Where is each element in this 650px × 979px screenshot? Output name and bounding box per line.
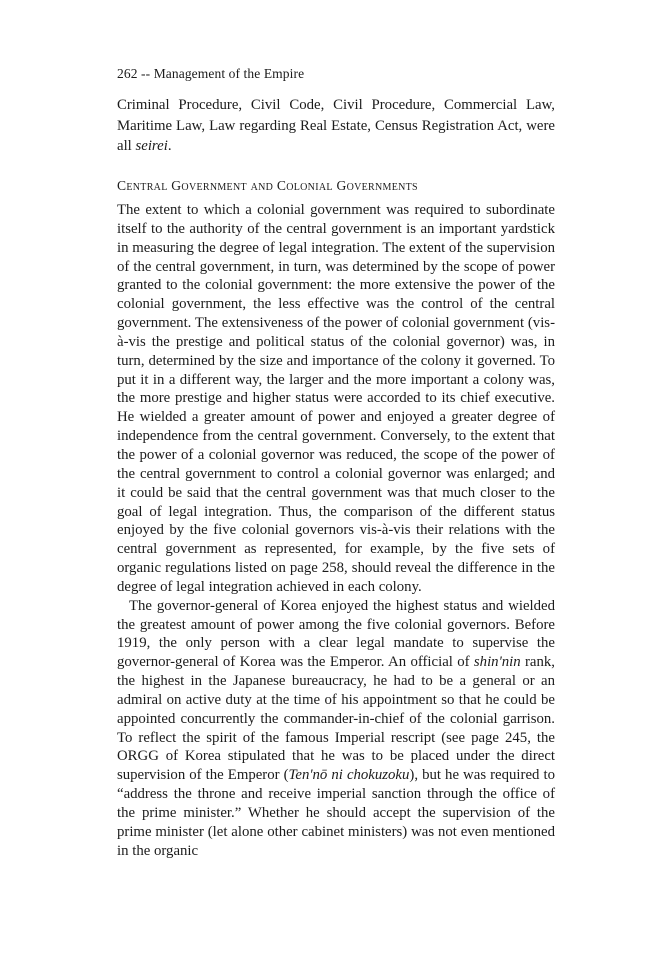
body-text (117, 201, 555, 861)
term-tenno-ni-chokuzoku: Ten'nō ni chokuzoku (288, 767, 410, 784)
intro-text-2: . (167, 138, 172, 154)
intro-text-1: Criminal Procedure, Civil Code, Civil Procedure, Commercial Law, Maritime Law, Law regarding Real Estate, Census Registration Act, were all (117, 97, 555, 154)
running-head: 262 -- Management of the Empire (117, 66, 305, 81)
paragraph-text: rank, the highest in the Japanese bureaucracy, he had to be a general or an admiral on active duty at the time of his appointment so that he could be appointed concurrently the commander-in-chief of the colonial garrison. To reflect the spirit of the famous Imperial rescript (see page 245, the ORGG of Korea stipulated that he was to be placed under the direct supervision of the Emperor ( (117, 654, 555, 784)
section-heading: Central Government and Colonial Governments (117, 178, 418, 193)
paragraph-text: ), but he was required to “address the throne and receive imperial sanction through the office of the prime minister.” Whether he should accept the supervision of the prime minister (let alone other cabinet ministers) was not even mentioned in the organic (117, 767, 555, 859)
paragraph-legal-integration (117, 201, 555, 597)
term-shinnin: shin'nin (473, 654, 521, 671)
intro-paragraph (117, 95, 555, 157)
paragraph-text: The extent to which a colonial government was required to subordinate itself to the authority of the central government is an important yardstick in measuring the degree of legal integration. The extent of the supervision of the central government, in turn, was determined by the scope of power granted to the colonial government: the more extensive the power of the colonial government, the less effective was the control of the central government. The extensiveness of the power of colonial government (vis-à-vis the prestige and political status of the colonial governor) was, in turn, determined by the size and importance of the colony it governed. To put it in a different way, the larger and the more important a colony was, the more prestige and higher status were accorded to its chief executive. He wielded a greater amount of power and enjoyed a greater degree of independence from the central government. Conversely, to the extent that the power of a colonial governor was reduced, the scope of the power of the central government to control a colonial governor was enlarged; and it could be said that the central government was that much closer to the goal of legal integration. Thus, the comparison of the different status enjoyed by the five colonial governors vis-à-vis their relations with the central government as represented, for example, by the five sets of organic regulations listed on page 258, should reveal the difference in the degree of legal integration achieved in each colony. (117, 202, 555, 595)
paragraph-governor-general-korea (117, 597, 555, 861)
intro-term-seirei: seirei (135, 138, 168, 154)
paragraph-text: The governor-general of Korea enjoyed the highest status and wielded the greatest amount of power among the five colonial governors. Before 1919, the only person with a clear legal mandate to supervise the governor-general of Korea was the Emperor. An official of (117, 597, 555, 671)
